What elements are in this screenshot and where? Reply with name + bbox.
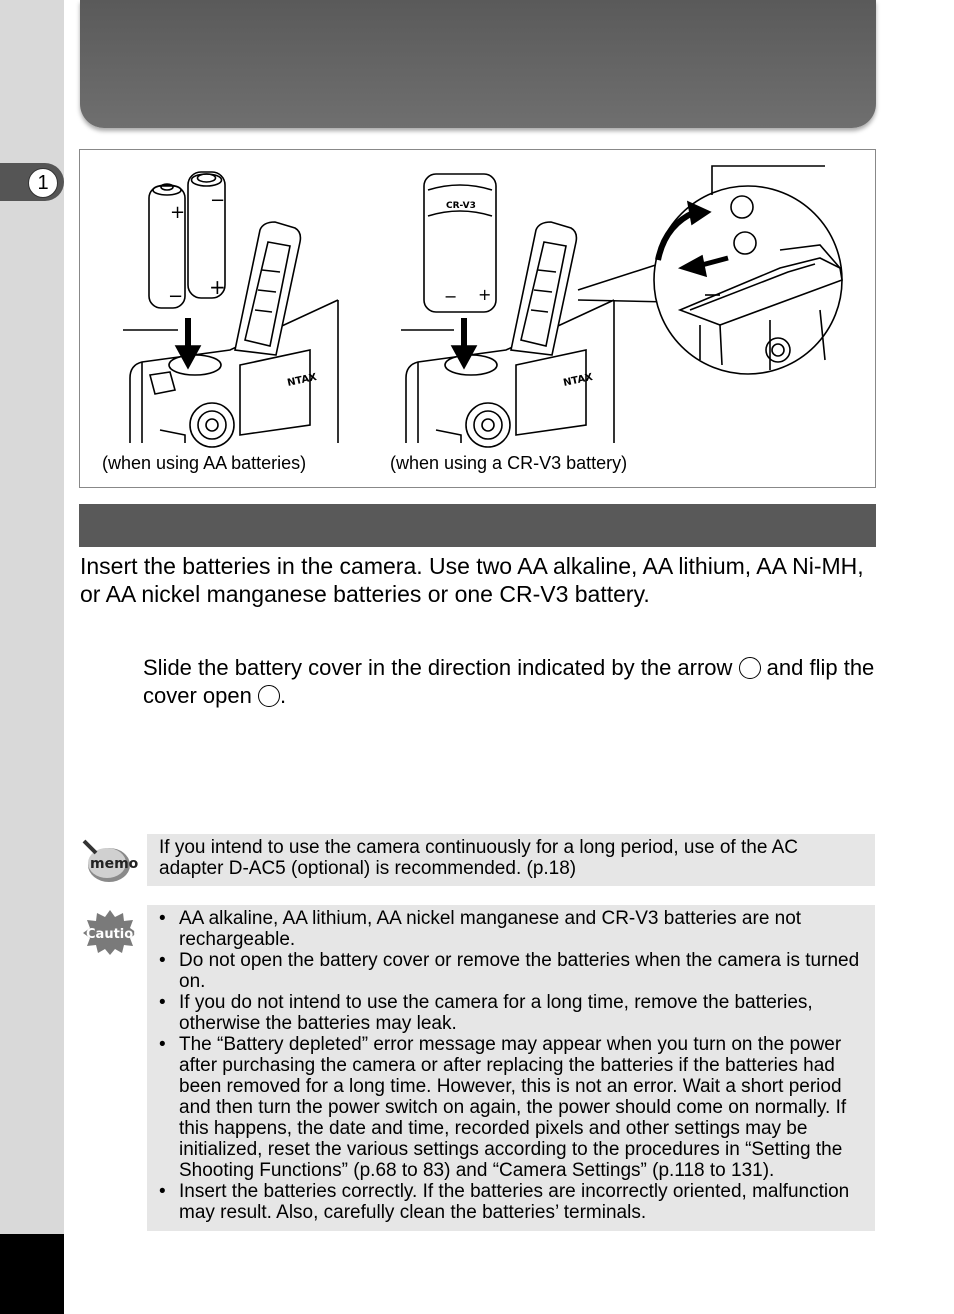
memo-note: If you intend to use the camera continuously for a long period, use of the AC adapter D-AC5 (optional) is recommended. (p.18)	[147, 834, 875, 886]
svg-text:Caution: Caution	[86, 927, 143, 942]
intro-paragraph: Insert the batteries in the camera. Use two AA alkaline, AA lithium, AA Ni-MH, or AA nickel manganese batteries or one CR-V3 battery.	[80, 553, 864, 607]
aa-battery-1	[149, 184, 185, 308]
svg-text:+: +	[209, 275, 226, 299]
svg-text:memo: memo	[90, 856, 139, 872]
battery-illustration	[79, 149, 876, 488]
battery-door-middle	[511, 222, 576, 355]
caution-item: • Do not open the battery cover or remove the batteries when the camera is turned on.	[159, 950, 871, 992]
battery-door-left	[235, 222, 300, 355]
caution-item: • If you do not intend to use the camera for a long time, remove the batteries, otherwise the batteries may leak.	[159, 992, 871, 1034]
page-header-banner	[80, 0, 876, 128]
step-text-2: and flip the cover open	[143, 655, 875, 708]
caution-note	[147, 905, 875, 1231]
svg-text:−: −	[168, 286, 184, 307]
caution-item: • Insert the batteries correctly. If the batteries are incorrectly oriented, malfunction may result. Also, carefully clean the batteries’ terminals.	[159, 1181, 871, 1223]
section-heading-bar	[79, 504, 876, 547]
svg-text:−: −	[210, 190, 226, 211]
aa-battery-2	[188, 172, 226, 299]
svg-text:CR-V3: CR-V3	[446, 201, 476, 211]
svg-text:+: +	[478, 285, 492, 304]
step-text-3: .	[279, 683, 287, 708]
side-strip-footer	[0, 1234, 64, 1314]
step-marker-2	[258, 685, 280, 707]
step-instruction	[143, 654, 883, 710]
svg-text:NTAX: NTAX	[286, 371, 318, 389]
svg-text:−: −	[444, 287, 458, 306]
step-text-1: Slide the battery cover in the direction indicated by the arrow	[143, 655, 739, 680]
svg-text:+: +	[170, 202, 186, 223]
caution-item: • The “Battery depleted” error message may appear when you turn on the power after purchasing the camera or after replacing the batteries if the batteries had been removed for a long time. However, this is not an error. Wait a short period and then turn the power switch on again, the power should come on normally. If this happens, the date and time, recorded pixels and other settings may be initialized, reset the various settings according to the procedures in “Setting the Shooting Functions” (p.68 to 83) and “Camera Settings” (p.118 to 131).	[159, 1034, 871, 1181]
caution-item: • AA alkaline, AA lithium, AA nickel manganese and CR-V3 batteries are not rechargeable.	[159, 908, 871, 950]
caution-icon	[82, 908, 143, 961]
svg-text:NTAX: NTAX	[562, 371, 594, 389]
step-marker-1	[739, 657, 761, 679]
battery-diagram	[80, 150, 875, 487]
memo-icon	[82, 838, 139, 889]
caption-crv3: (when using a CR-V3 battery)	[390, 453, 628, 473]
caption-aa: (when using AA batteries)	[102, 453, 307, 473]
crv3-battery	[424, 174, 496, 312]
chapter-number: 1	[28, 168, 58, 198]
